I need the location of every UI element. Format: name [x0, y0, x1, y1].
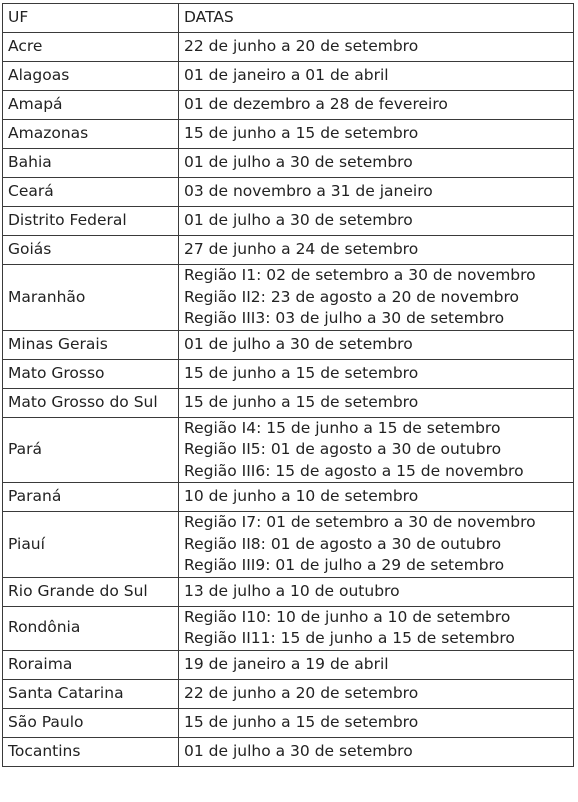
- header-uf: UF: [3, 4, 179, 33]
- cell-datas: [179, 606, 574, 650]
- date-range-text: Região III6: 15 de agosto a 15 de novembro: [184, 461, 524, 480]
- table-row: [3, 483, 574, 512]
- cell-datas: [179, 265, 574, 331]
- cell-datas: [179, 178, 574, 207]
- date-range-text: 15 de junho a 15 de setembro: [184, 363, 419, 382]
- cell-datas: [179, 330, 574, 359]
- cell-uf: Goiás: [3, 236, 179, 265]
- cell-uf: Tocantins: [3, 737, 179, 766]
- table-row: [3, 577, 574, 606]
- cell-datas: [179, 737, 574, 766]
- cell-uf: Mato Grosso do Sul: [3, 388, 179, 417]
- cell-datas: [179, 708, 574, 737]
- date-range-text: 15 de junho a 15 de setembro: [184, 712, 419, 731]
- table-row: [3, 708, 574, 737]
- cell-uf: Pará: [3, 417, 179, 483]
- cell-datas: [179, 650, 574, 679]
- cell-datas: [179, 33, 574, 62]
- cell-uf: Alagoas: [3, 62, 179, 91]
- cell-uf: Amazonas: [3, 120, 179, 149]
- date-range-text: 01 de julho a 30 de setembro: [184, 153, 413, 172]
- table-row: [3, 650, 574, 679]
- table-row: [3, 91, 574, 120]
- table-row: [3, 330, 574, 359]
- cell-datas: [179, 359, 574, 388]
- date-range-text: 01 de dezembro a 28 de fevereiro: [184, 95, 448, 114]
- date-range-text: Região II11: 15 de junho a 15 de setembro: [184, 629, 515, 647]
- cell-datas: [179, 679, 574, 708]
- table-row: [3, 120, 574, 149]
- cell-uf: Rondônia: [3, 606, 179, 650]
- date-range-text: Região II2: 23 de agosto a 20 de novembro: [184, 287, 519, 306]
- table-row: [3, 178, 574, 207]
- cell-uf: Bahia: [3, 149, 179, 178]
- dates-table: [2, 3, 574, 767]
- cell-uf: Santa Catarina: [3, 679, 179, 708]
- cell-uf: Piauí: [3, 512, 179, 578]
- date-range-text: 01 de julho a 30 de setembro: [184, 741, 413, 760]
- date-range-text: 15 de junho a 15 de setembro: [184, 392, 419, 411]
- table-body: [3, 33, 574, 767]
- date-range-text: Região I4: 15 de junho a 15 de setembro: [184, 418, 501, 437]
- table-row: [3, 606, 574, 650]
- cell-datas: [179, 62, 574, 91]
- date-range-text: 03 de novembro a 31 de janeiro: [184, 182, 433, 201]
- cell-datas: [179, 483, 574, 512]
- date-range-text: Região II5: 01 de agosto a 30 de outubro: [184, 440, 502, 458]
- header-datas: DATAS: [179, 4, 574, 33]
- date-range-text: 22 de junho a 20 de setembro: [184, 683, 419, 702]
- date-range-text: 22 de junho a 20 de setembro: [184, 37, 419, 56]
- table-row: [3, 388, 574, 417]
- date-range-text: Região I1: 02 de setembro a 30 de novembro: [184, 266, 536, 284]
- table-row: [3, 359, 574, 388]
- table-row: [3, 265, 574, 331]
- date-range-text: 13 de julho a 10 de outubro: [184, 581, 400, 600]
- table-row: [3, 62, 574, 91]
- date-range-text: Região I10: 10 de junho a 10 de setembro: [184, 607, 511, 626]
- table-row: [3, 207, 574, 236]
- cell-uf: Distrito Federal: [3, 207, 179, 236]
- table-row: [3, 512, 574, 578]
- date-range-text: Região III9: 01 de julho a 29 de setembro: [184, 556, 505, 574]
- cell-uf: Rio Grande do Sul: [3, 577, 179, 606]
- date-range-text: 19 de janeiro a 19 de abril: [184, 654, 389, 673]
- cell-datas: [179, 149, 574, 178]
- table-row: [3, 417, 574, 483]
- table-row: [3, 33, 574, 62]
- cell-uf: Ceará: [3, 178, 179, 207]
- date-range-text: 01 de julho a 30 de setembro: [184, 334, 413, 353]
- cell-uf: Roraima: [3, 650, 179, 679]
- date-range-text: 15 de junho a 15 de setembro: [184, 124, 419, 143]
- date-range-text: Região II8: 01 de agosto a 30 de outubro: [184, 534, 502, 553]
- cell-datas: [179, 120, 574, 149]
- cell-datas: [179, 91, 574, 120]
- date-range-text: Região III3: 03 de julho a 30 de setembro: [184, 309, 505, 327]
- date-range-text: 01 de julho a 30 de setembro: [184, 211, 413, 230]
- cell-uf: Paraná: [3, 483, 179, 512]
- cell-datas: [179, 207, 574, 236]
- cell-datas: [179, 512, 574, 578]
- cell-uf: São Paulo: [3, 708, 179, 737]
- table-row: [3, 149, 574, 178]
- date-range-text: 27 de junho a 24 de setembro: [184, 240, 419, 259]
- date-range-text: 01 de janeiro a 01 de abril: [184, 66, 389, 85]
- cell-uf: Minas Gerais: [3, 330, 179, 359]
- cell-uf: Mato Grosso: [3, 359, 179, 388]
- cell-datas: [179, 577, 574, 606]
- date-range-text: 10 de junho a 10 de setembro: [184, 487, 419, 506]
- cell-uf: Acre: [3, 33, 179, 62]
- date-range-text: Região I7: 01 de setembro a 30 de novembro: [184, 513, 536, 531]
- table-row: [3, 236, 574, 265]
- cell-datas: [179, 388, 574, 417]
- table-row: [3, 737, 574, 766]
- cell-datas: [179, 236, 574, 265]
- cell-uf: Maranhão: [3, 265, 179, 331]
- cell-uf: Amapá: [3, 91, 179, 120]
- cell-datas: [179, 417, 574, 483]
- table-header-row: [3, 4, 574, 33]
- table-row: [3, 679, 574, 708]
